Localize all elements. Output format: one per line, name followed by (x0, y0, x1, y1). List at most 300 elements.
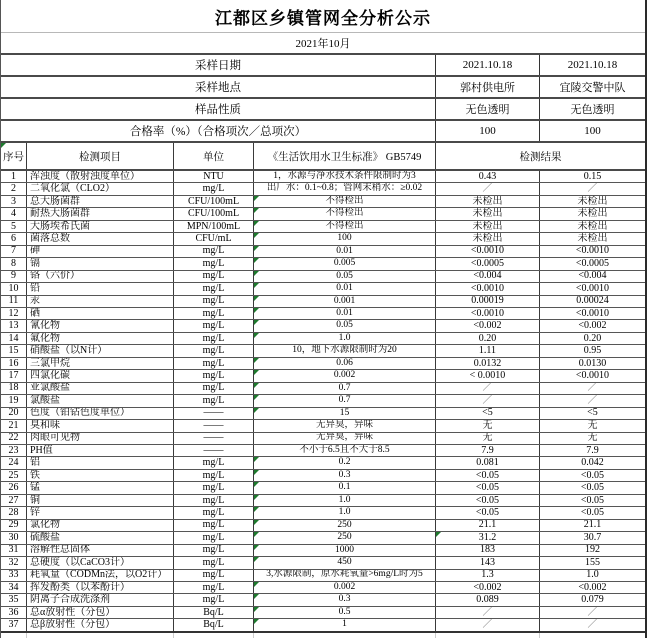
cell-no (1, 358, 27, 369)
result-value-2: <0.05 (580, 494, 605, 506)
error-flag-icon (254, 482, 259, 487)
standard-value: 0.7 (338, 395, 351, 406)
result-value-1: 未检出 (472, 220, 503, 232)
error-flag-icon (254, 594, 259, 599)
cell-no (1, 520, 27, 531)
cell-item (27, 171, 174, 182)
table-row (1, 320, 645, 332)
cell-standard (254, 296, 436, 307)
cell-no (1, 345, 27, 356)
unit-value: —— (203, 432, 224, 444)
item-name: 四氯化碳 (30, 370, 70, 381)
cell-unit (174, 507, 254, 518)
unit-value: mg/L (202, 457, 225, 469)
result-value-2: <0.05 (580, 482, 605, 494)
standard-value: 0.1 (338, 482, 351, 493)
table-row (1, 383, 645, 395)
table-row (1, 370, 645, 382)
result-value-2: 0.00024 (576, 295, 609, 307)
cell-result-2 (540, 594, 645, 605)
standard-value: 10，地下水源限制时为20 (292, 345, 397, 356)
error-flag-icon (254, 619, 259, 624)
result-value-1: 0.089 (476, 594, 499, 606)
cell-unit (174, 246, 254, 257)
cell-item (27, 545, 174, 556)
standard-value: 不小于6.5且不大于8.5 (299, 444, 390, 455)
unit-value: Bq/L (203, 619, 224, 631)
col-header-no (1, 143, 27, 169)
cell-result-2 (540, 545, 645, 556)
cell-result-2 (540, 271, 645, 282)
item-name: 肉眼可见物 (30, 432, 80, 444)
error-flag-icon (254, 271, 259, 276)
result-value-2: <0.0010 (575, 370, 610, 381)
table-row (1, 221, 645, 233)
result-value-2: ／ (587, 619, 598, 631)
table-row (1, 308, 645, 320)
cell-standard (254, 183, 436, 194)
result-value-1: ／ (482, 382, 493, 394)
unit-value: mg/L (202, 320, 225, 332)
results-table-body (1, 171, 645, 633)
info-row-sample-nature (1, 99, 645, 121)
cell-no (1, 532, 27, 543)
table-row (1, 246, 645, 258)
cell-standard (254, 482, 436, 493)
result-value-1: 0.43 (478, 171, 497, 182)
cell-result-2 (540, 582, 645, 593)
item-name: 总硬度（以CaCO3计） (30, 557, 130, 568)
standard-value: 不得检出 (325, 195, 364, 206)
unit-value: MPN/100mL (186, 220, 241, 232)
cell-item (27, 420, 174, 431)
pass-rate-label: 合格率（%）（合格项次／总项次） (1, 121, 436, 141)
result-value-1: 未检出 (472, 208, 503, 220)
info-row-pass-rate (1, 121, 645, 143)
col-header-unit: 单位 (174, 143, 254, 169)
item-name: 铬（六价） (30, 270, 80, 282)
item-name: 臭和味 (30, 420, 60, 431)
unit-value: mg/L (202, 370, 225, 381)
result-value-1: <5 (482, 407, 493, 419)
cell-no (1, 408, 27, 419)
row-number: 10 (8, 283, 19, 294)
cell-unit (174, 495, 254, 506)
unit-value: mg/L (202, 581, 225, 593)
row-number: 36 (8, 606, 19, 618)
cell-unit (174, 320, 254, 331)
sample-nature-value-2: 无色透明 (570, 104, 615, 116)
cell-result-2 (540, 296, 645, 307)
cell-no (1, 271, 27, 282)
result-value-1: 0.081 (476, 457, 499, 469)
table-row (1, 296, 645, 308)
cell-unit (174, 208, 254, 219)
item-name: 锌 (30, 507, 40, 518)
cell-no (1, 333, 27, 344)
result-value-1: <0.0010 (470, 307, 505, 319)
standard-value: 0.3 (338, 469, 351, 480)
row-number: 26 (8, 482, 19, 494)
result-value-2: 7.9 (586, 444, 599, 456)
error-flag-icon (254, 208, 259, 213)
unit-value: mg/L (202, 532, 225, 543)
table-row (1, 271, 645, 283)
result-value-1: <0.05 (475, 469, 500, 481)
result-value-1: 7.9 (481, 444, 494, 456)
cell-result-2 (540, 619, 645, 630)
result-value-1: 1.11 (478, 345, 497, 357)
result-value-2: <0.05 (580, 507, 605, 518)
cell-result-2 (540, 196, 645, 207)
grid-sliver (1, 633, 27, 638)
result-value-1: 1.3 (481, 569, 494, 581)
sample-date-value-2: 2021.10.18 (567, 59, 618, 71)
cell-item (27, 258, 174, 269)
cell-unit (174, 420, 254, 431)
cell-no (1, 370, 27, 381)
cell-no (1, 570, 27, 581)
cell-standard (254, 258, 436, 269)
unit-value: mg/L (202, 519, 225, 531)
cell-unit (174, 171, 254, 182)
cell-standard (254, 495, 436, 506)
result-value-1: 无 (482, 432, 493, 444)
cell-item (27, 433, 174, 444)
cell-no (1, 433, 27, 444)
cell-result-1 (436, 221, 540, 232)
unit-value: mg/L (202, 307, 225, 319)
cell-unit (174, 545, 254, 556)
cell-unit (174, 333, 254, 344)
row-number: 17 (8, 370, 19, 381)
cell-result-1 (436, 308, 540, 319)
error-flag-icon (254, 233, 259, 238)
cell-item (27, 582, 174, 593)
col-header-no-label: 序号 (3, 151, 24, 163)
cell-unit (174, 258, 254, 269)
table-row (1, 258, 645, 270)
table-row (1, 233, 645, 245)
cell-result-2 (540, 171, 645, 182)
cell-result-2 (540, 333, 645, 344)
cell-result-2 (540, 408, 645, 419)
col-header-item: 检测项目 (27, 143, 174, 169)
cell-standard (254, 582, 436, 593)
cell-unit (174, 308, 254, 319)
sample-location-value-2: 宜陵交警中队 (559, 82, 626, 94)
error-flag-icon (254, 457, 259, 462)
cell-no (1, 308, 27, 319)
row-number: 12 (8, 307, 19, 319)
unit-value: —— (203, 420, 224, 431)
cell-unit (174, 482, 254, 493)
item-name: 氟化物 (30, 332, 60, 344)
standard-value: 0.7 (338, 382, 351, 393)
cell-result-2 (540, 395, 645, 406)
item-name: 耐热大肠菌群 (30, 208, 90, 220)
cell-item (27, 520, 174, 531)
item-name: 汞 (30, 295, 40, 307)
cell-result-1 (436, 233, 540, 244)
cell-standard (254, 420, 436, 431)
result-value-1: <0.05 (475, 507, 500, 518)
row-number: 2 (11, 183, 16, 195)
result-value-2: <0.002 (578, 581, 607, 593)
table-row (1, 582, 645, 594)
result-value-1: 未检出 (472, 195, 503, 207)
cell-unit (174, 582, 254, 593)
cell-item (27, 345, 174, 356)
cell-no (1, 495, 27, 506)
table-row (1, 208, 645, 220)
result-value-2: <0.0010 (575, 245, 610, 257)
row-number: 35 (8, 594, 19, 606)
row-number: 27 (8, 494, 19, 506)
row-number: 19 (8, 395, 19, 406)
cell-result-1 (436, 383, 540, 394)
error-flag-icon (254, 507, 259, 512)
grid-sliver (254, 633, 436, 638)
item-name: 总α放射性（分包） (30, 606, 116, 618)
error-flag-icon (254, 370, 259, 375)
cell-result-2 (540, 208, 645, 219)
cell-result-2 (540, 607, 645, 618)
result-value-2: 155 (585, 557, 600, 568)
cell-standard (254, 619, 436, 630)
error-flag-icon (254, 557, 259, 562)
cell-standard (254, 570, 436, 581)
result-value-1: <0.004 (473, 270, 502, 282)
cell-result-1 (436, 457, 540, 468)
cell-standard (254, 557, 436, 568)
cell-standard (254, 333, 436, 344)
error-flag-icon (254, 333, 259, 338)
standard-value: 0.3 (338, 594, 351, 605)
table-row (1, 557, 645, 569)
cell-no (1, 594, 27, 605)
error-flag-icon (254, 196, 259, 201)
result-value-2: 无 (587, 420, 598, 431)
grid-sliver (174, 633, 254, 638)
table-row (1, 495, 645, 507)
cell-result-1 (436, 607, 540, 618)
cell-item (27, 233, 174, 244)
error-flag-icon (254, 296, 259, 301)
cell-standard (254, 607, 436, 618)
cell-unit (174, 395, 254, 406)
table-row (1, 395, 645, 407)
result-value-1: 0.20 (478, 332, 497, 344)
cell-standard (254, 208, 436, 219)
cell-unit (174, 457, 254, 468)
cell-item (27, 570, 174, 581)
cell-no (1, 296, 27, 307)
cell-result-2 (540, 370, 645, 381)
sample-location-value-1: 郭村供电所 (436, 77, 540, 97)
cell-item (27, 370, 174, 381)
cell-result-2 (540, 420, 645, 431)
standard-value: 不得检出 (325, 220, 364, 231)
result-value-1: 0.0132 (473, 357, 502, 369)
error-flag-icon (254, 532, 259, 537)
item-name: 耗氧量（CODMn法，以O2计） (30, 569, 168, 581)
cell-unit (174, 532, 254, 543)
cell-no (1, 171, 27, 182)
unit-value: mg/L (202, 332, 225, 344)
row-number: 22 (8, 432, 19, 444)
row-number: 6 (11, 233, 16, 244)
result-value-2: ／ (587, 382, 598, 394)
cell-item (27, 320, 174, 331)
cell-no (1, 420, 27, 431)
cell-result-1 (436, 358, 540, 369)
cell-no (1, 283, 27, 294)
unit-value: mg/L (202, 544, 225, 556)
item-name: 硫酸盐 (30, 532, 60, 543)
result-value-1: <0.05 (475, 494, 500, 506)
results-table-header (1, 143, 645, 171)
item-name: 铅 (30, 283, 40, 294)
row-number: 34 (8, 581, 19, 593)
standard-value: 1000 (335, 544, 354, 555)
standard-value: 1.0 (338, 507, 351, 518)
cell-result-1 (436, 520, 540, 531)
standard-value: 1.0 (338, 494, 351, 505)
cell-no (1, 482, 27, 493)
cell-result-2 (540, 383, 645, 394)
result-value-2: ／ (587, 395, 598, 406)
cell-result-1 (436, 545, 540, 556)
cell-result-1 (436, 619, 540, 630)
cell-standard (254, 470, 436, 481)
table-row (1, 457, 645, 469)
table-row (1, 619, 645, 630)
cell-item (27, 208, 174, 219)
standard-value: 无异臭，异味 (315, 420, 373, 431)
report-month: 2021年10月 (1, 33, 645, 55)
table-row (1, 445, 645, 457)
cell-result-2 (540, 183, 645, 194)
cell-result-1 (436, 507, 540, 518)
cell-item (27, 482, 174, 493)
result-value-2: <0.05 (580, 469, 605, 481)
cell-item (27, 196, 174, 207)
grid-remainder (1, 633, 645, 638)
cell-no (1, 470, 27, 481)
cell-no (1, 221, 27, 232)
table-row (1, 420, 645, 432)
error-flag-icon (254, 408, 259, 413)
row-number: 37 (8, 619, 19, 631)
cell-result-2 (540, 495, 645, 506)
row-number: 15 (8, 345, 19, 357)
cell-result-2 (540, 570, 645, 581)
cell-item (27, 296, 174, 307)
table-row (1, 183, 645, 195)
item-name: 总β放射性（分包） (30, 619, 116, 631)
table-row (1, 594, 645, 606)
cell-item (27, 183, 174, 194)
cell-result-2 (540, 320, 645, 331)
cell-item (27, 607, 174, 618)
pass-rate-value-2: 100 (584, 125, 601, 137)
cell-standard (254, 383, 436, 394)
grid-sliver (540, 633, 645, 638)
cell-item (27, 594, 174, 605)
cell-standard (254, 283, 436, 294)
result-value-1: <0.0005 (470, 258, 505, 269)
cell-result-2 (540, 345, 645, 356)
table-row (1, 433, 645, 445)
unit-value: mg/L (202, 245, 225, 257)
item-name: 氰化物 (30, 320, 60, 332)
cell-no (1, 557, 27, 568)
cell-standard (254, 171, 436, 182)
cell-standard (254, 395, 436, 406)
table-row (1, 333, 645, 345)
unit-value: mg/L (202, 569, 225, 581)
item-name: 阴离子合成洗涤剂 (30, 594, 110, 606)
cell-item (27, 308, 174, 319)
cell-result-2 (540, 457, 645, 468)
cell-item (27, 408, 174, 419)
cell-result-1 (436, 408, 540, 419)
result-value-1: <0.0010 (470, 283, 505, 294)
cell-unit (174, 345, 254, 356)
cell-unit (174, 370, 254, 381)
cell-result-1 (436, 395, 540, 406)
cell-unit (174, 470, 254, 481)
cell-unit (174, 296, 254, 307)
unit-value: CFU/mL (195, 233, 232, 244)
cell-item (27, 358, 174, 369)
cell-result-2 (540, 482, 645, 493)
unit-value: CFU/100mL (187, 195, 240, 207)
cell-no (1, 246, 27, 257)
sample-location-label: 采样地点 (1, 77, 436, 97)
cell-unit (174, 557, 254, 568)
result-value-1: 无 (482, 420, 493, 431)
unit-value: mg/L (202, 283, 225, 294)
standard-value: 0.01 (336, 307, 353, 318)
cell-unit (174, 594, 254, 605)
row-number: 18 (8, 382, 19, 394)
table-row (1, 345, 645, 357)
cell-result-1 (436, 532, 540, 543)
cell-no (1, 507, 27, 518)
result-value-2: 192 (585, 544, 600, 556)
result-value-2: <0.0010 (575, 307, 610, 319)
cell-no (1, 196, 27, 207)
cell-result-2 (540, 258, 645, 269)
unit-value: —— (203, 444, 224, 456)
cell-standard (254, 507, 436, 518)
standard-value: 0.5 (338, 606, 351, 617)
table-row (1, 470, 645, 482)
cell-item (27, 395, 174, 406)
cell-no (1, 445, 27, 456)
row-number: 3 (11, 195, 16, 207)
row-number: 31 (8, 544, 19, 556)
item-name: 锰 (30, 482, 40, 494)
result-value-1: 183 (480, 544, 495, 556)
cell-standard (254, 358, 436, 369)
standard-value: 100 (337, 233, 352, 244)
sample-nature-label: 样品性质 (1, 99, 436, 119)
result-value-2: 未检出 (577, 233, 608, 244)
result-value-2: 未检出 (577, 208, 608, 220)
